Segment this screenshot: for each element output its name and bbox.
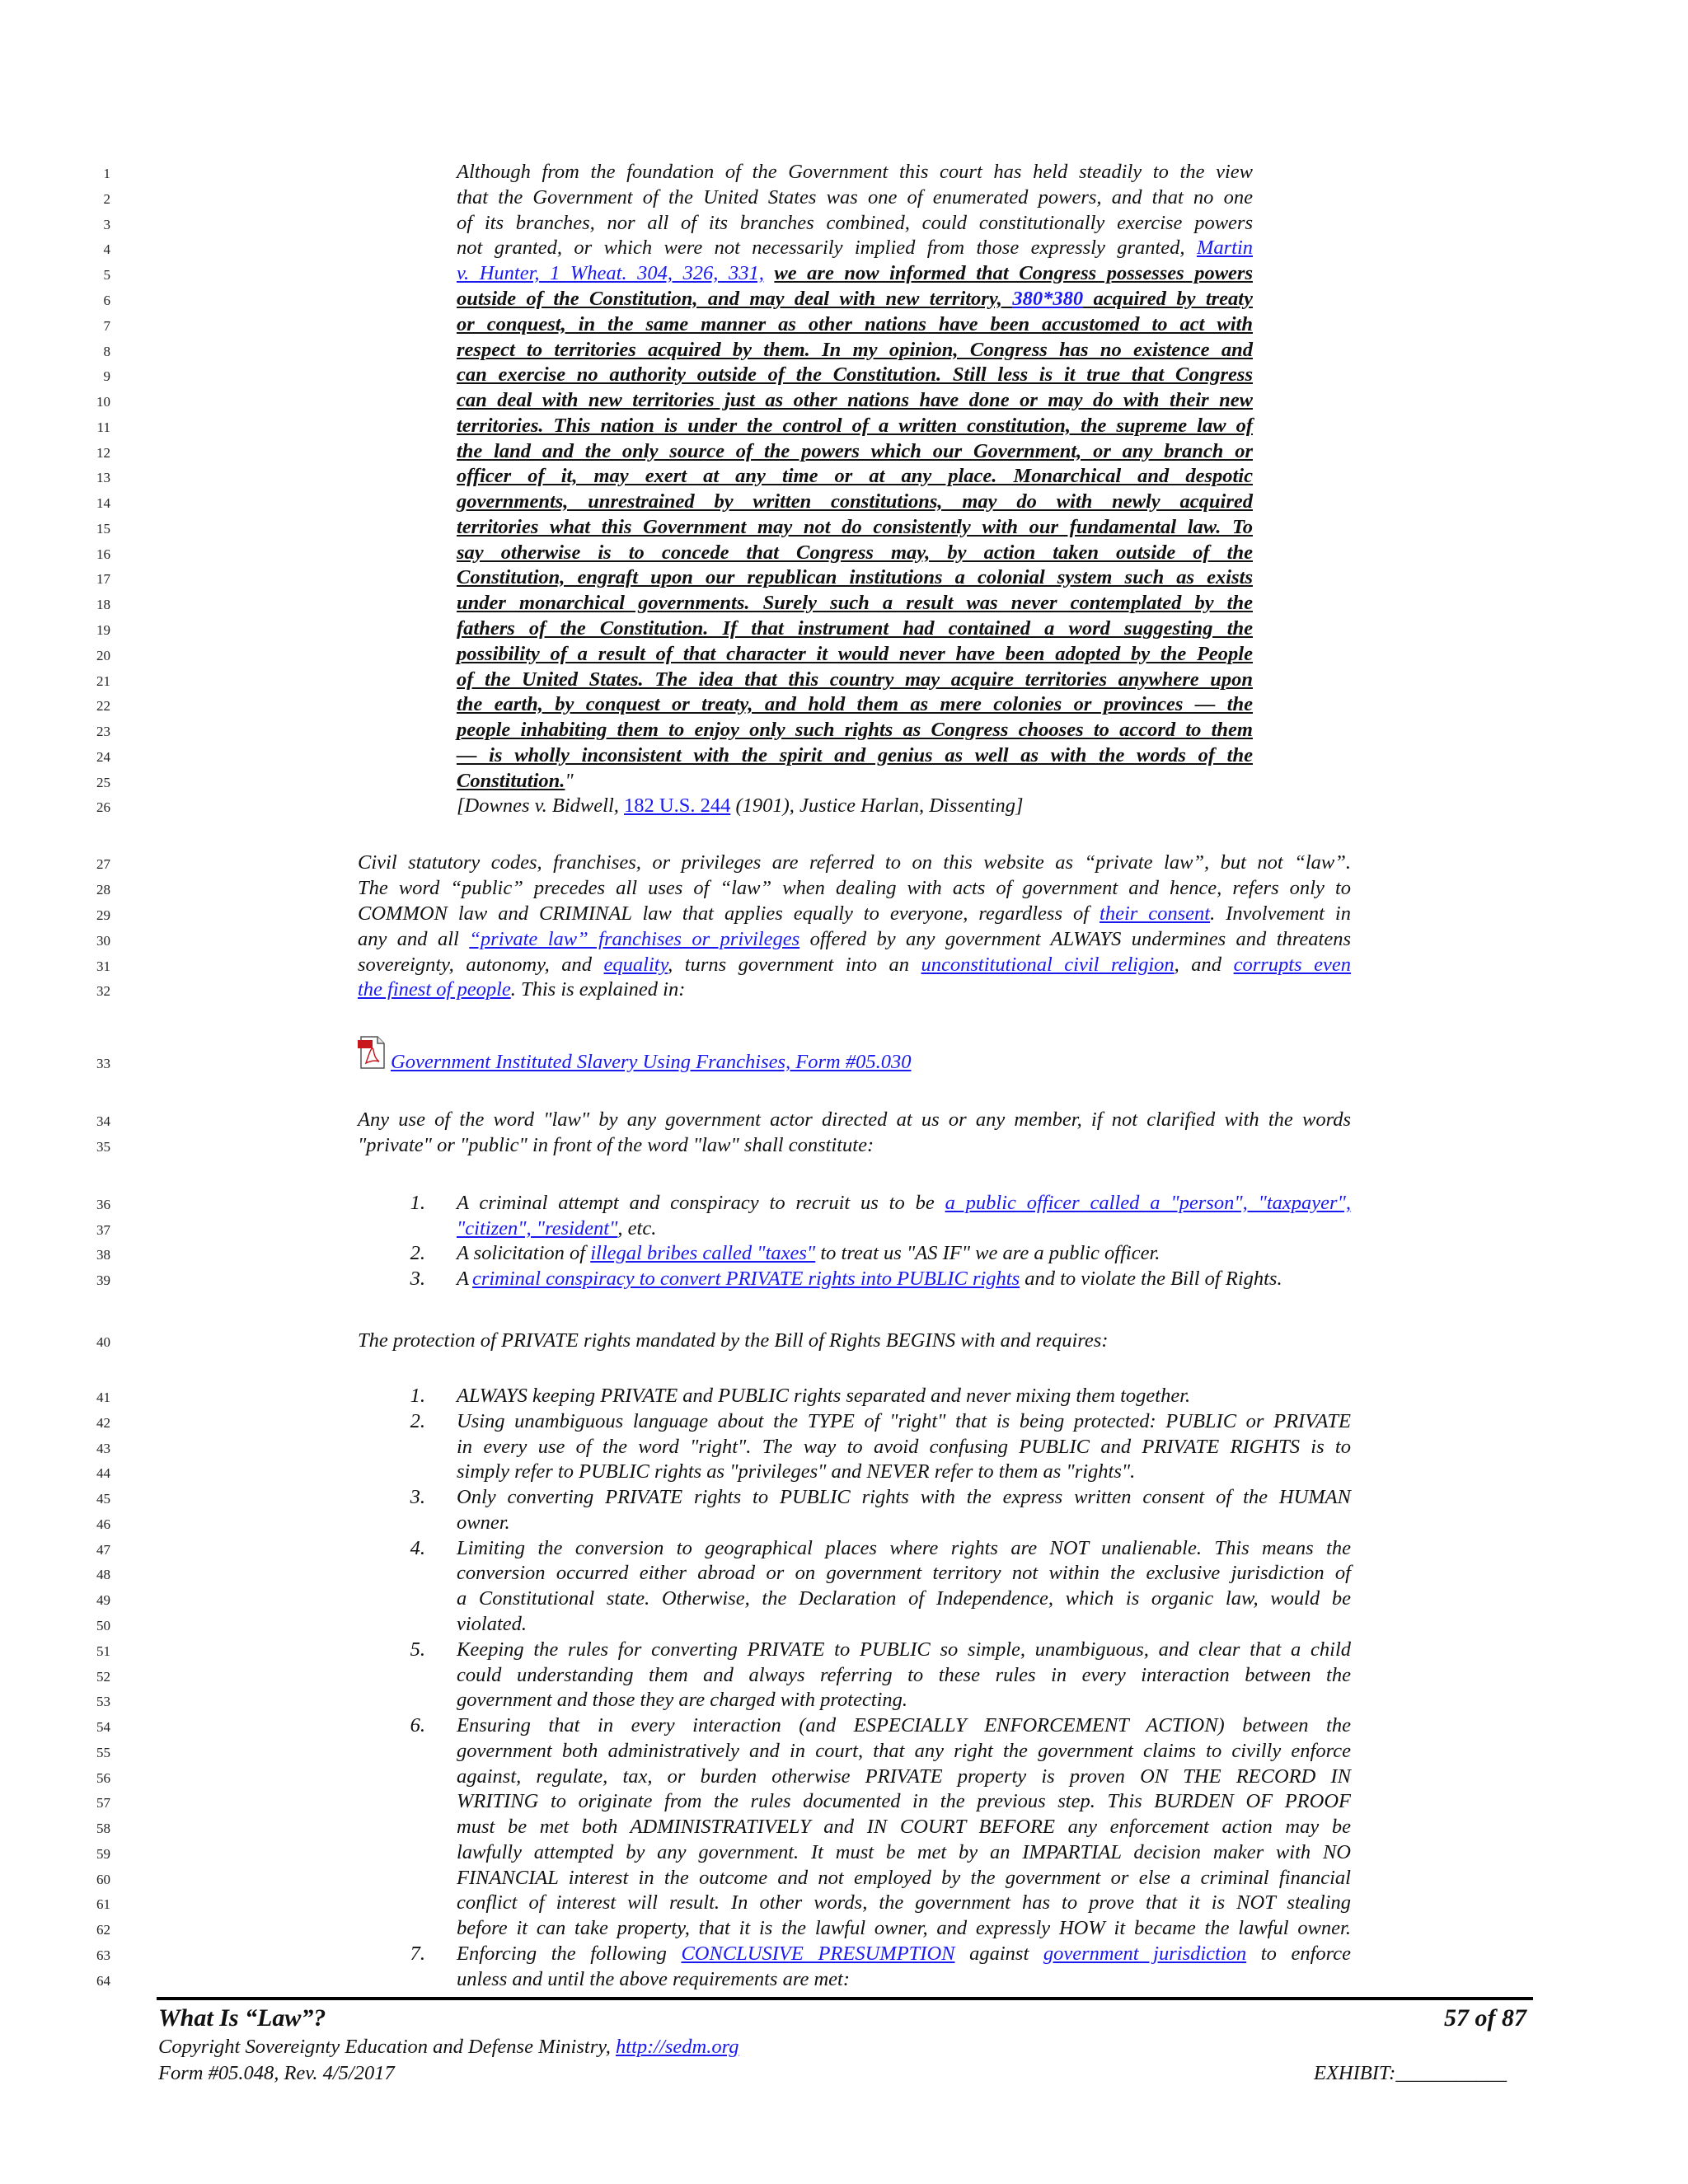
list-number: 6. [410, 1714, 425, 1736]
quote-line: territories. This nation is under the control of a written constitution, the supreme law of [457, 415, 1253, 437]
list-item: lawfully attempted by any government. It must be met by an IMPARTIAL decision maker with NO [457, 1841, 1351, 1863]
quote-line: of its branches, nor all of its branches combined, could constitutionally exercise powers [457, 212, 1253, 234]
paragraph-text: COMMON law and CRIMINAL law that applies equally to everyone, regardless of [358, 902, 1090, 925]
line-number: 49 [96, 1592, 110, 1608]
list-item: WRITING to originate from the rules documented in the previous step. This BURDEN OF PROOF [457, 1790, 1351, 1812]
quote-emphasis: acquired by treaty [1093, 288, 1253, 310]
quote-line [457, 770, 1253, 793]
line-number: 44 [96, 1465, 110, 1481]
paragraph-private-rights: The protection of PRIVATE rights mandated by the Bill of Rights BEGINS with and requires: [358, 1329, 1109, 1352]
line-number: 13 [96, 470, 110, 485]
paragraph-line: The word “public” precedes all uses of “law” when dealing with acts of government and hence, refers only to [358, 877, 1351, 899]
list-item: owner. [457, 1511, 510, 1534]
line-number: 19 [96, 622, 110, 638]
page-number: 57 of 87 [1444, 2004, 1526, 2032]
martin-v-hunter-link[interactable]: Martin [1196, 237, 1254, 259]
list-number: 3. [410, 1268, 425, 1290]
line-number: 48 [96, 1567, 110, 1582]
footer-divider [157, 1997, 1533, 2000]
line-number: 37 [96, 1222, 110, 1238]
martin-v-hunter-link[interactable]: v. Hunter, 1 Wheat. 304, 326, 331, [457, 262, 764, 284]
list-number: 7. [410, 1943, 425, 1965]
quote-line: fathers of the Constitution. If that instrument had contained a word suggesting the [457, 617, 1253, 640]
list-item [457, 1217, 1351, 1240]
list-text: Enforcing the following [457, 1943, 667, 1965]
line-number: 33 [96, 1056, 110, 1071]
list-item: a Constitutional state. Otherwise, the Declaration of Independence, which is organic law, would be [457, 1587, 1351, 1610]
line-number: 39 [96, 1272, 110, 1288]
line-number: 57 [96, 1795, 110, 1811]
line-number: 42 [96, 1415, 110, 1431]
list-item: must be met both ADMINISTRATIVELY and IN COURT BEFORE any enforcement action may be [457, 1816, 1351, 1838]
corrupts-people-link[interactable]: corrupts even [1233, 954, 1352, 976]
line-number: 58 [96, 1821, 110, 1836]
list-item: Only converting PRIVATE rights to PUBLIC rights with the express written consent of the HUMAN [457, 1486, 1351, 1508]
quote-line: of the United States. The idea that this country may acquire territories anywhere upon [457, 668, 1253, 691]
line-number: 63 [96, 1947, 110, 1963]
list-item: could understanding them and always referring to these rules in every interaction between the [457, 1664, 1351, 1686]
list-text: and to violate the Bill of Rights. [1025, 1268, 1282, 1290]
line-number: 11 [96, 419, 110, 435]
line-number: 47 [96, 1542, 110, 1558]
list-item [457, 1192, 1351, 1215]
paragraph-line [358, 978, 1351, 1001]
quote-line: possibility of a result of that character it would never have been adopted by the People [457, 643, 1253, 665]
line-number: 59 [96, 1846, 110, 1862]
list-item: conversion occurred either abroad or on government territory not within the exclusive jurisdiction of [457, 1562, 1351, 1584]
list-item [457, 1268, 1351, 1291]
page-marker-link[interactable]: 380*380 [1012, 288, 1084, 310]
list-item: government both administratively and in court, that any right the government claims to civilly enforce [457, 1740, 1351, 1762]
equality-link[interactable]: equality [603, 954, 668, 976]
list-item: against, regulate, tax, or burden otherwise PRIVATE property is proven ON THE RECORD IN [457, 1765, 1351, 1788]
quote-line: governments, unrestrained by written constitutions, may do with newly acquired [457, 490, 1253, 513]
line-number: 9 [103, 368, 110, 384]
list-item: in every use of the word "right". The way to avoid confusing PUBLIC and PRIVATE RIGHTS is to [457, 1436, 1351, 1458]
list-text: , etc. [617, 1217, 657, 1240]
quote-close: " [565, 770, 574, 792]
line-number: 15 [96, 521, 110, 537]
line-number: 12 [96, 445, 110, 461]
quote-line: Constitution, engraft upon our republican institutions a colonial system such as exists [457, 566, 1253, 588]
quote-line: say otherwise is to concede that Congress may, by action taken outside of the [457, 541, 1253, 564]
private-law-franchises-link[interactable]: “private law” franchises or privileges [469, 928, 800, 950]
quote-line: officer of it, may exert at any time or at any place. Monarchical and despotic [457, 465, 1253, 487]
line-number: 1 [103, 166, 110, 181]
franchises-form-link[interactable]: Government Instituted Slavery Using Franchises, Form #05.030 [391, 1051, 912, 1073]
list-item: government and those they are charged with protecting. [457, 1689, 908, 1711]
line-number: 31 [96, 958, 110, 974]
quote-line: can deal with new territories just as other nations have done or may do with their new [457, 389, 1253, 411]
form-revision: Form #05.048, Rev. 4/5/2017 [158, 2062, 395, 2084]
line-number: 32 [96, 983, 110, 999]
list-item: Using unambiguous language about the TYPE of "right" that is being protected: PUBLIC or PRIVATE [457, 1410, 1351, 1432]
line-number: 10 [96, 394, 110, 410]
line-number: 18 [96, 597, 110, 612]
quote-line: Although from the foundation of the Government this court has held steadily to the view [457, 161, 1253, 183]
paragraph-text: . Involvement in [1210, 902, 1351, 925]
paragraph-text: , turns government into an [668, 954, 909, 976]
line-number: 40 [96, 1334, 110, 1350]
line-number: 29 [96, 907, 110, 923]
paragraph-line: "private" or "public" in front of the word "law" shall constitute: [358, 1134, 874, 1156]
their-consent-link[interactable]: their consent [1100, 902, 1211, 925]
list-item: simply refer to PUBLIC rights as "privileges" and NEVER refer to them as "rights". [457, 1460, 1136, 1483]
list-item: violated. [457, 1613, 528, 1635]
line-number: 14 [96, 495, 110, 511]
paragraph-line: Any use of the word "law" by any government actor directed at us or any member, if not clarified with the words [358, 1108, 1351, 1131]
list-number: 3. [410, 1486, 425, 1508]
paragraph-text: sovereignty, autonomy, and [358, 954, 592, 976]
line-number: 41 [96, 1390, 110, 1405]
list-item: Keeping the rules for converting PRIVATE to PUBLIC so simple, unambiguous, and clear that a child [457, 1638, 1351, 1661]
list-text: A [457, 1268, 469, 1290]
quote-emphasis: we are now informed that Congress possesses powers [774, 262, 1253, 284]
line-number: 43 [96, 1441, 110, 1456]
line-number: 34 [96, 1113, 110, 1129]
list-item: unless and until the above requirements are met: [457, 1968, 850, 1990]
quote-line: people inhabiting them to enjoy only such rights as Congress chooses to accord to them [457, 719, 1253, 741]
paragraph-line [358, 902, 1351, 926]
line-number: 21 [96, 673, 110, 689]
paragraph-text: offered by any government ALWAYS undermines and threatens [809, 928, 1351, 950]
conclusive-presumption-link[interactable]: CONCLUSIVE PRESUMPTION [681, 1943, 955, 1965]
list-number: 1. [410, 1192, 425, 1214]
paragraph-line [358, 954, 1351, 977]
line-number: 30 [96, 933, 110, 949]
quote-emphasis: outside of the Constitution, and may deal with new territory, [457, 288, 1002, 310]
line-number: 25 [96, 775, 110, 790]
government-jurisdiction-link[interactable]: government jurisdiction [1043, 1943, 1247, 1965]
quote-line: the earth, by conquest or treaty, and hold them as mere colonies or provinces — the [457, 693, 1253, 715]
line-number: 61 [96, 1896, 110, 1912]
quote-line: — is wholly inconsistent with the spirit and genius as well as with the words of the [457, 744, 1253, 766]
sedm-website-link[interactable]: http://sedm.org [616, 2036, 739, 2058]
line-number: 7 [103, 318, 110, 334]
list-number: 2. [410, 1242, 425, 1264]
list-item: Ensuring that in every interaction (and ESPECIALLY ENFORCEMENT ACTION) between the [457, 1714, 1351, 1736]
list-item: FINANCIAL interest in the outcome and not employed by the government or else a criminal financial [457, 1867, 1351, 1889]
us-reports-link[interactable]: 182 U.S. 244 [624, 794, 731, 817]
list-item: Limiting the conversion to geographical places where rights are NOT unalienable. This means the [457, 1537, 1351, 1559]
line-number: 27 [96, 856, 110, 872]
quote-line: or conquest, in the same manner as other nations have been accustomed to act with [457, 313, 1253, 335]
list-text: A solicitation of [457, 1242, 586, 1264]
list-text: to enforce [1260, 1943, 1352, 1965]
illegal-bribes-link[interactable]: illegal bribes called "taxes" [590, 1242, 816, 1264]
line-number: 5 [103, 267, 110, 283]
list-number: 2. [410, 1410, 425, 1432]
quote-citation [457, 794, 1253, 818]
public-officer-link[interactable]: a public officer called a "person", "taxpayer", [945, 1192, 1352, 1214]
line-number: 55 [96, 1745, 110, 1760]
line-number: 56 [96, 1770, 110, 1786]
list-number: 5. [410, 1638, 425, 1661]
line-number: 35 [96, 1139, 110, 1155]
quote-line: under monarchical governments. Surely such a result was never contemplated by the [457, 592, 1253, 614]
line-number: 52 [96, 1669, 110, 1685]
quote-line: the land and the only source of the powers which our Government, or any branch or [457, 440, 1253, 462]
copyright-notice [158, 2036, 739, 2059]
list-text: against [969, 1943, 1029, 1965]
citation-text: [Downes v. Bidwell, [457, 794, 619, 817]
line-number: 54 [96, 1719, 110, 1735]
line-number: 60 [96, 1872, 110, 1887]
paragraph-line: Civil statutory codes, franchises, or privileges are referred to on this website as “private law”, but not “law”. [358, 851, 1351, 874]
civil-religion-link[interactable]: unconstitutional civil religion [921, 954, 1175, 976]
quote-line: that the Government of the United States was one of enumerated powers, and that no one [457, 186, 1253, 209]
line-number: 28 [96, 882, 110, 898]
document-title: What Is “Law”? [158, 2004, 326, 2032]
line-number: 23 [96, 724, 110, 739]
line-number: 24 [96, 749, 110, 765]
list-number: 1. [410, 1385, 425, 1407]
paragraph-line [358, 928, 1351, 951]
line-number: 22 [96, 698, 110, 714]
list-item [457, 1943, 1351, 1966]
list-text: A criminal attempt and conspiracy to recruit us to be [457, 1192, 935, 1214]
line-number: 16 [96, 546, 110, 562]
exhibit-field: EXHIBIT:___________ [1314, 2062, 1507, 2084]
quote-text: not granted, or which were not necessarily implied from those expressly granted, [457, 237, 1185, 259]
line-number: 53 [96, 1694, 110, 1709]
paragraph-text: . This is explained in: [510, 978, 686, 1001]
list-item: before it can take property, that it is the lawful owner, and expressly HOW it became the lawful owner. [457, 1917, 1351, 1939]
line-number: 8 [103, 344, 110, 359]
quote-emphasis: Constitution. [457, 770, 565, 792]
line-number: 45 [96, 1491, 110, 1507]
list-item: ALWAYS keeping PRIVATE and PUBLIC rights separated and never mixing them together. [457, 1385, 1191, 1407]
quote-line [457, 237, 1253, 260]
paragraph-text: any and all [358, 928, 459, 950]
quote-line: can exercise no authority outside of the Constitution. Still less is it true that Congress [457, 363, 1253, 386]
criminal-conspiracy-link[interactable]: criminal conspiracy to convert PRIVATE rights into PUBLIC rights [471, 1268, 1020, 1290]
line-number: 20 [96, 648, 110, 663]
line-number: 2 [103, 191, 110, 207]
line-number: 38 [96, 1247, 110, 1263]
line-number: 26 [96, 799, 110, 815]
copyright-text: Copyright Sovereignty Education and Defense Ministry, [158, 2036, 611, 2058]
line-number: 51 [96, 1643, 110, 1659]
line-number: 17 [96, 571, 110, 587]
list-item [457, 1242, 1351, 1265]
line-number: 6 [103, 293, 110, 308]
line-number: 64 [96, 1973, 110, 1989]
public-officer-link[interactable]: "citizen", "resident" [457, 1217, 618, 1240]
line-number: 62 [96, 1922, 110, 1938]
line-number: 46 [96, 1516, 110, 1532]
paragraph-text: , and [1174, 954, 1222, 976]
quote-line [457, 262, 1253, 285]
line-number: 50 [96, 1618, 110, 1633]
list-text: to treat us "AS IF" we are a public officer. [820, 1242, 1160, 1264]
list-item: conflict of interest will result. In other words, the government has to prove that it is NOT stealing [457, 1891, 1351, 1914]
line-number: 3 [103, 217, 110, 232]
quote-line: territories what this Government may not do consistently with our fundamental law. To [457, 516, 1253, 538]
quote-line: respect to territories acquired by them. In my opinion, Congress has no existence and [457, 339, 1253, 361]
corrupts-people-link[interactable]: the finest of people [358, 978, 511, 1001]
list-number: 4. [410, 1537, 425, 1559]
line-number: 4 [103, 241, 110, 257]
line-number: 36 [96, 1197, 110, 1212]
citation-text: (1901), Justice Harlan, Dissenting] [735, 794, 1024, 817]
pdf-file-icon[interactable] [358, 1035, 387, 1070]
quote-line [457, 288, 1253, 311]
